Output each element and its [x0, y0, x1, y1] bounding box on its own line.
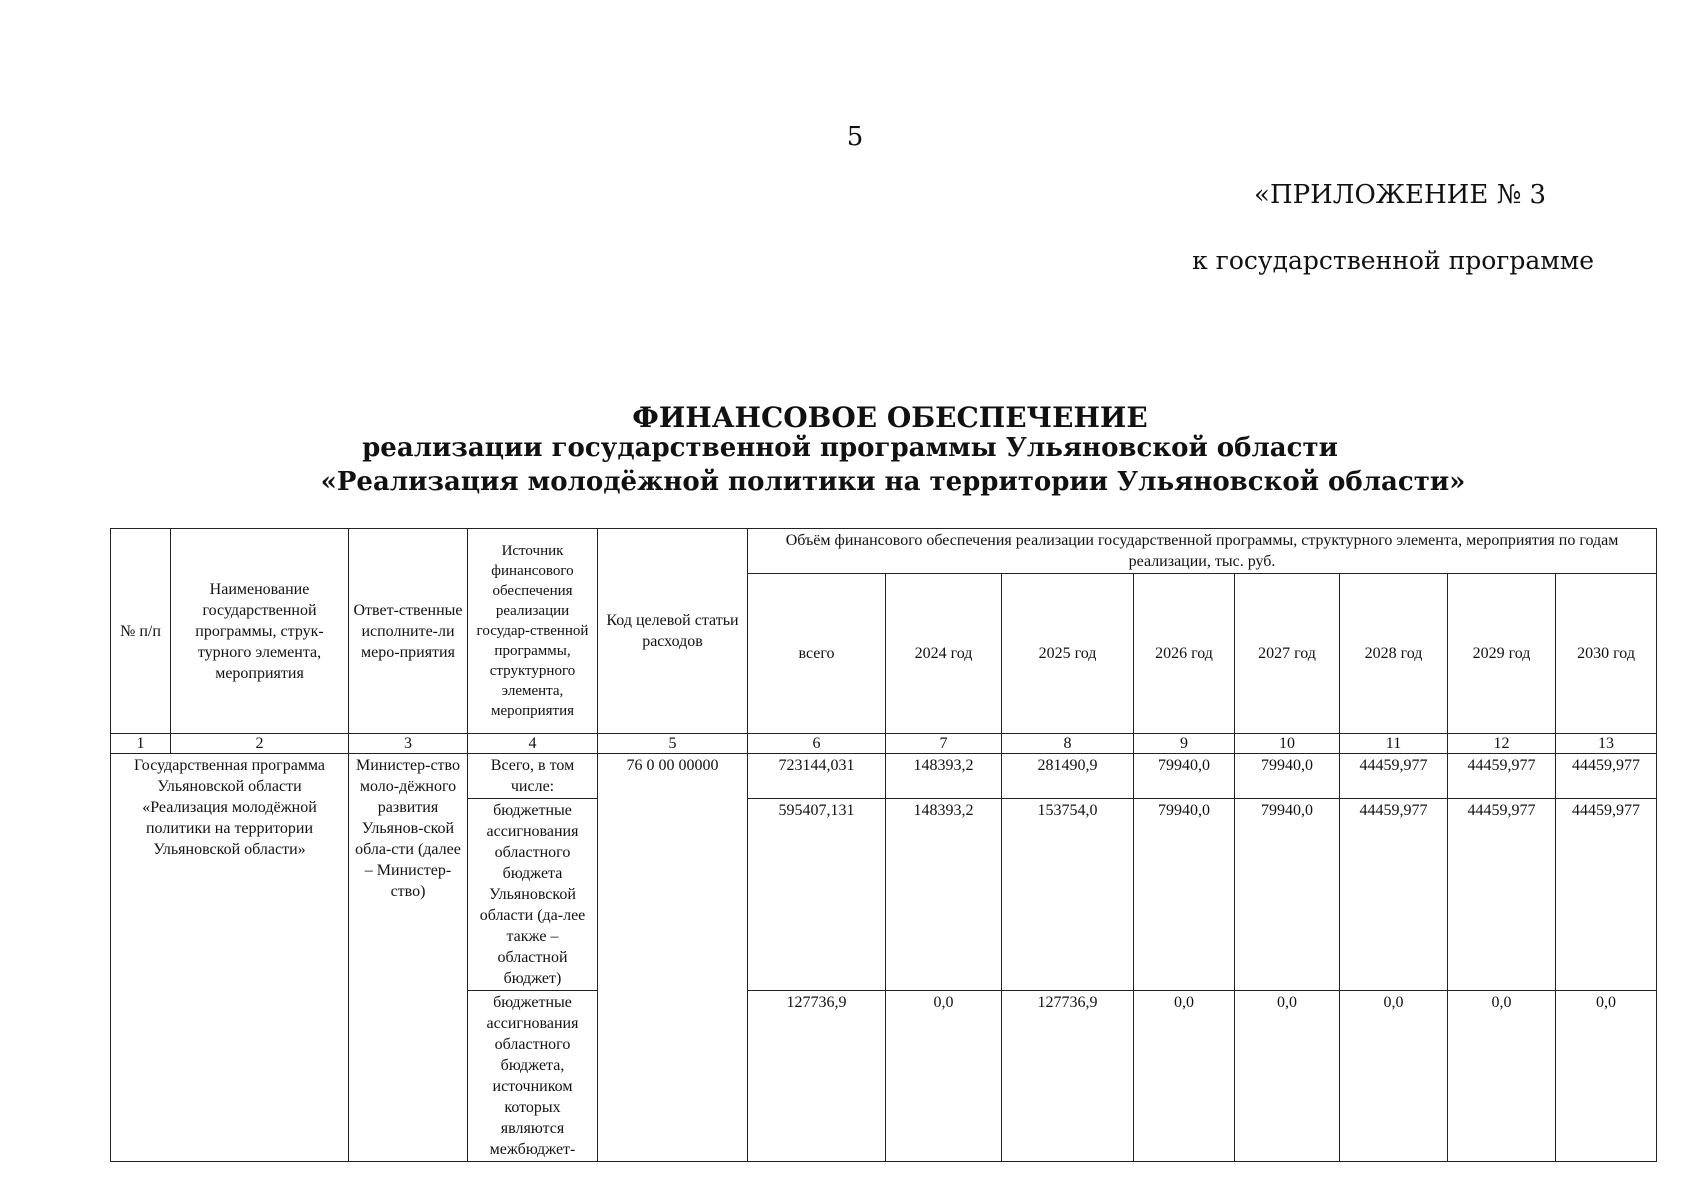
table-row — [111, 754, 1657, 799]
value-cell: 0,0 — [1448, 991, 1556, 1162]
header-code: Код целевой статьи расходов — [598, 529, 748, 734]
value-cell: 0,0 — [1134, 991, 1235, 1162]
column-number: 8 — [1002, 734, 1134, 754]
source-cell: бюджетные ассигнования областного бюджета, источником которых являются межбюджет- — [468, 991, 598, 1162]
value-cell: 281490,9 — [1002, 754, 1134, 799]
column-number: 12 — [1448, 734, 1556, 754]
column-number: 7 — [886, 734, 1002, 754]
value-cell: 79940,0 — [1134, 799, 1235, 991]
column-number: 9 — [1134, 734, 1235, 754]
column-number: 11 — [1340, 734, 1448, 754]
header-year-2028: 2028 год — [1340, 574, 1448, 734]
program-code: 76 0 00 00000 — [598, 754, 748, 1162]
value-cell: 79940,0 — [1235, 754, 1340, 799]
header-year-2029: 2029 год — [1448, 574, 1556, 734]
page-number: 5 — [846, 122, 864, 152]
value-cell: 44459,977 — [1448, 754, 1556, 799]
header-year-2027: 2027 год — [1235, 574, 1340, 734]
column-number: 3 — [349, 734, 468, 754]
program-executor: Министер-ство моло-дёжного развития Ульянов-ской обла-сти (далее – Министер-ство) — [349, 754, 468, 1162]
column-number: 1 — [111, 734, 171, 754]
value-cell: 0,0 — [1340, 991, 1448, 1162]
value-cell: 148393,2 — [886, 799, 1002, 991]
header-num: № п/п — [111, 529, 171, 734]
value-cell: 44459,977 — [1340, 754, 1448, 799]
header-year-2026: 2026 год — [1134, 574, 1235, 734]
column-number: 2 — [171, 734, 349, 754]
appendix-title: «ПРИЛОЖЕНИЕ № 3 — [1254, 180, 1546, 210]
column-number: 6 — [748, 734, 886, 754]
value-cell: 0,0 — [886, 991, 1002, 1162]
document-subtitle-line2: «Реализация молодёжной политики на территории Ульяновской области» — [320, 467, 1466, 497]
source-cell: Всего, в том числе: — [468, 754, 598, 799]
header-source: Источник финансового обеспечения реализации государ-ственной программы, структурного элемента, мероприятия — [468, 529, 598, 734]
value-cell: 127736,9 — [748, 991, 886, 1162]
program-name: Государственная программа Ульяновской области «Реализация молодёжной политики на территории Ульяновской области» — [111, 754, 349, 1162]
value-cell: 127736,9 — [1002, 991, 1134, 1162]
value-cell: 0,0 — [1235, 991, 1340, 1162]
header-year-2030: 2030 год — [1556, 574, 1657, 734]
source-cell: бюджетные ассигнования областного бюджета Ульяновской области (да-лее также – областной бюджет) — [468, 799, 598, 991]
value-cell: 148393,2 — [886, 754, 1002, 799]
document-title: ФИНАНСОВОЕ ОБЕСПЕЧЕНИЕ — [632, 401, 1148, 434]
appendix-subtitle: к государственной программе — [1192, 246, 1594, 275]
value-cell: 44459,977 — [1556, 754, 1657, 799]
header-year-total: всего — [748, 574, 886, 734]
header-volume-group: Объём финансового обеспечения реализации государственной программы, структурного элемента, мероприятия по годам реализации, тыс. руб. — [748, 529, 1657, 574]
value-cell: 44459,977 — [1340, 799, 1448, 991]
header-year-2025: 2025 год — [1002, 574, 1134, 734]
value-cell: 723144,031 — [748, 754, 886, 799]
column-number: 5 — [598, 734, 748, 754]
financing-table — [110, 528, 1657, 1162]
header-name: Наименование государственной программы, струк-турного элемента, мероприятия — [171, 529, 349, 734]
column-number: 13 — [1556, 734, 1657, 754]
value-cell: 79940,0 — [1134, 754, 1235, 799]
column-number: 10 — [1235, 734, 1340, 754]
value-cell: 44459,977 — [1556, 799, 1657, 991]
header-executors: Ответ-ственные исполните-ли меро-приятия — [349, 529, 468, 734]
value-cell: 44459,977 — [1448, 799, 1556, 991]
value-cell: 79940,0 — [1235, 799, 1340, 991]
column-number-row — [111, 734, 1657, 754]
value-cell: 595407,131 — [748, 799, 886, 991]
value-cell: 0,0 — [1556, 991, 1657, 1162]
header-year-2024: 2024 год — [886, 574, 1002, 734]
value-cell: 153754,0 — [1002, 799, 1134, 991]
document-subtitle-line1: реализации государственной программы Ульяновской области — [362, 433, 1338, 463]
column-number: 4 — [468, 734, 598, 754]
